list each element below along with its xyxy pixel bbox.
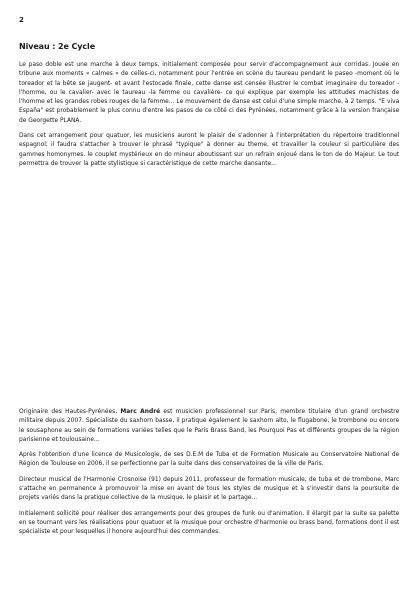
author-name: Marc André: [120, 408, 161, 415]
bio-paragraph-origin: [19, 407, 399, 444]
page-number: 2: [19, 16, 24, 24]
biography-text-block: [19, 407, 399, 543]
level-heading: Niveau : 2e Cycle: [19, 42, 96, 51]
bio-paragraph-arrangements: Initialement sollicité pour réaliser des arrangements pour des groupes de funk ou d'animation, il élargit par la suite sa palette en se tournant vers les réalisations pour quatuor et la musique pour orchestre d'harmonie ou brass band, formations dont il est spécialiste et pour lesquelles il honore aujourd'hui des commandes.: [19, 509, 400, 536]
bio-paragraph-director: Directeur musical de l'Harmonie Crosnoise (91) depuis 2011, professeur de formation musicale, de tuba et de trombone, Marc s'attache en permanence à promouvoir la mise en avant de tous les styles de musique et à s'investir dans la poursuite de projets variés dans la pratique collective de la musique, le plaisir et le partage...: [19, 475, 400, 502]
bio-origin-rest: est musicien professionnel sur Paris, membre titulaire d'un grand orchestre militaire depuis 2007. Spécialiste du saxhorn basse, il pratique également le saxhorn alto, le flugabone, le trombone ou encore le sousaphone au sein de formations variées telles que le Paris Brass Band, les Pourquoi Pas et différents groupes de la région parisienne et toulousaine...: [19, 408, 400, 443]
intro-paragraph-paso-doble: Le paso doble est une marche à deux temps, initialement composée pour servir d'accompagnement aux corridas. Jouée en tribune aux moments « calmes » de celles-ci, notamment pour l'entrée en scène du taureau pendant le paseo -moment où le toreador et la bête se jaugent- et avant l'estocade finale, cette danse est censée illustrer le combat imaginaire du toreador -l'homme, ou le cavalier- avec le taureau -la femme ou cavalière- ce qui explique par exemple les attitudes machistes de l'homme et les grandes robes rouges de la femme... Le mouvement de danse est celui d'une simple marche, à 2 temps. "E viva España" est probablement le plus connu d'entre les pasos de ce côté ci des Pyrénées, notamment grâce à la version française de Georgette PLANA.: [19, 61, 400, 124]
intro-text-block: [19, 60, 399, 174]
intro-paragraph-arrangement: Dans cet arrangement pour quatuor, les musiciens auront le plaisir de s'adonner à l'interprétation du répertoire traditionnel espagnol; il faudra s'attacher à trouver le phrasé "typique" à donner au theme, et travailler la couleur si particulière des gammes homonymes. le couplet mystérieux en do mineur aboutissant sur un refrain enjoué dans le ton de do Majeur. Le tout permettra de trouver la patte stylistique si caractéristique de cette marche dansante...: [19, 132, 400, 167]
bio-origin-lead: Originaire des Hautes-Pyrénées,: [19, 408, 121, 415]
bio-paragraph-education: Après l'obtention d'une licence de Musicologie, de ses D.E.M de Tuba et de Formation Musicale au Conservatoire National de Région de Toulouse en 2006, il se perfectionne par la suite dans des conservatoires de la ville de Paris.: [19, 451, 400, 468]
